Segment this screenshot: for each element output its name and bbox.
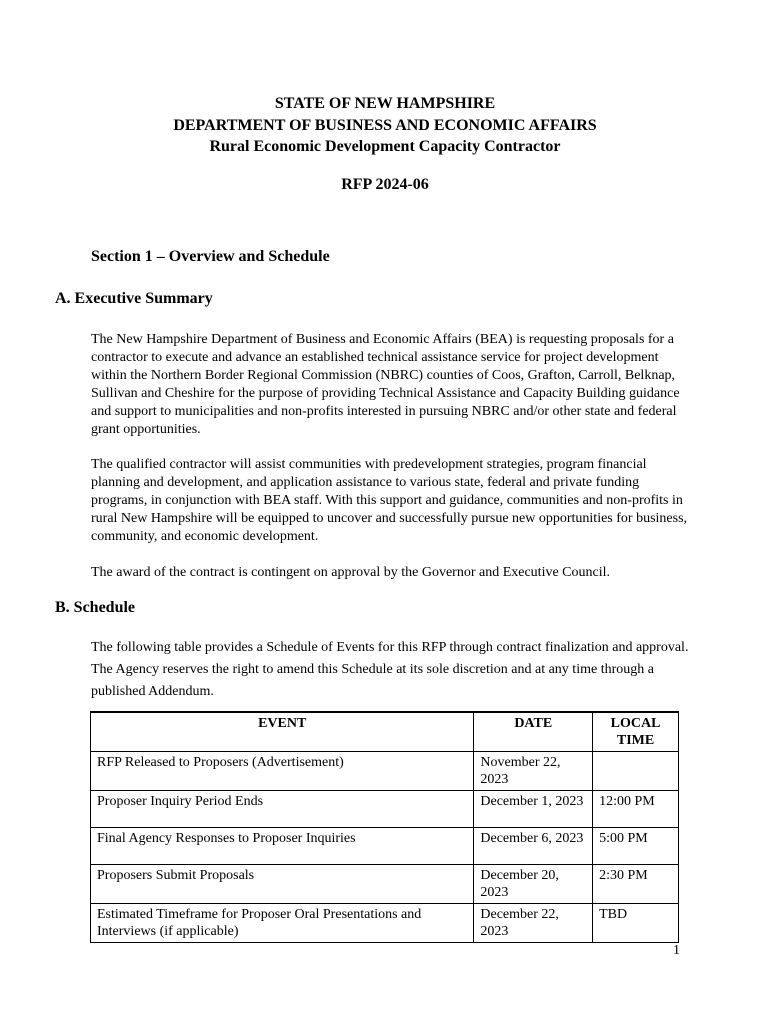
- table-row: [91, 791, 679, 828]
- column-header-event: EVENT: [91, 712, 474, 752]
- event-cell: Proposers Submit Proposals: [91, 865, 474, 904]
- date-cell: December 22, 2023: [474, 904, 593, 943]
- table-header-row: [91, 712, 679, 752]
- section-title: Section 1 – Overview and Schedule: [91, 248, 330, 265]
- schedule-table: [90, 711, 679, 943]
- header-subtitle: Rural Economic Development Capacity Contractor: [209, 138, 561, 155]
- column-header-date: DATE: [474, 712, 593, 752]
- event-cell: Proposer Inquiry Period Ends: [91, 791, 474, 828]
- summary-paragraph-3: The award of the contract is contingent on approval by the Governor and Executive Council.: [91, 565, 610, 580]
- header-state: STATE OF NEW HAMPSHIRE: [274, 95, 496, 112]
- time-cell: 5:00 PM: [593, 828, 679, 865]
- date-cell: December 20, 2023: [474, 865, 593, 904]
- table-row: [91, 865, 679, 904]
- column-header-time: LOCAL TIME: [593, 712, 679, 752]
- executive-summary-heading: A. Executive Summary: [55, 290, 213, 307]
- time-cell: TBD: [593, 904, 679, 943]
- date-cell: December 1, 2023: [474, 791, 593, 828]
- schedule-intro: The following table provides a Schedule of Events for this RFP through contract finalization and approval. The Agency reserves the right to amend this Schedule at its sole discretion and at any time through a published Addendum.: [91, 640, 689, 699]
- summary-paragraph-1: The New Hampshire Department of Business and Economic Affairs (BEA) is requesting proposals for a contractor to execute and advance an established technical assistance service for project development within the Northern Border Regional Commission (NBRC) counties of Coos, Grafton, Carroll, Belknap, Sullivan and Cheshire for the purpose of providing Technical Assistance and Capacity Building guidance and support to municipalities and non-profits interested in pursuing NBRC and/or other state and federal grant opportunities.: [91, 332, 680, 437]
- date-cell: December 6, 2023: [474, 828, 593, 865]
- date-cell: November 22, 2023: [474, 752, 593, 791]
- page-number: 1: [673, 943, 680, 958]
- summary-paragraph-2: The qualified contractor will assist communities with predevelopment strategies, program financial planning and development, and application assistance to various state, federal and private funding programs, in conjunction with BEA staff. With this support and guidance, communities and non-profits in rural New Hampshire will be equipped to uncover and successfully pursue new opportunities for business, community, and economic development.: [91, 457, 688, 544]
- table-row: [91, 752, 679, 791]
- time-cell: 12:00 PM: [593, 791, 679, 828]
- table-row: [91, 828, 679, 865]
- event-cell: Estimated Timeframe for Proposer Oral Presentations and Interviews (if applicable): [91, 904, 474, 943]
- header-department: DEPARTMENT OF BUSINESS AND ECONOMIC AFFAIRS: [173, 117, 597, 134]
- time-cell: [593, 752, 679, 791]
- event-cell: RFP Released to Proposers (Advertisement): [91, 752, 474, 791]
- time-cell: 2:30 PM: [593, 865, 679, 904]
- table-row: [91, 904, 679, 943]
- rfp-number: RFP 2024-06: [341, 176, 429, 193]
- schedule-heading: B. Schedule: [55, 599, 136, 616]
- event-cell: Final Agency Responses to Proposer Inquiries: [91, 828, 474, 865]
